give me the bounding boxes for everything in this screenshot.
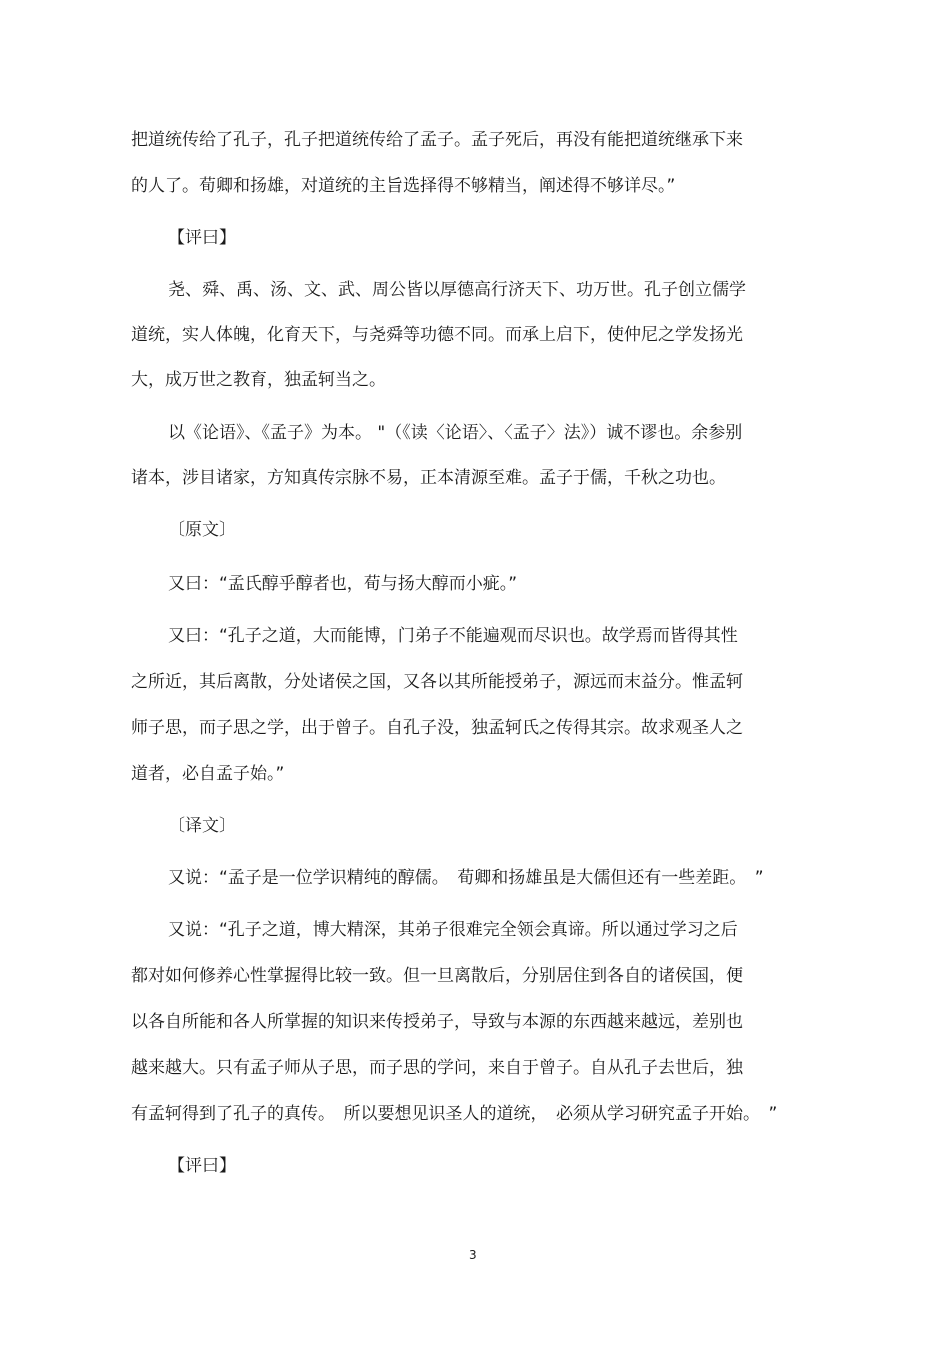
section-heading-comment: 【评曰】	[168, 228, 236, 248]
section-heading-translation: 〔译文〕	[168, 816, 236, 836]
text-line-8: 诸本，涉目诸家，方知真传宗脉不易，正本清源至难。孟子于儒，千秋之功也。	[131, 468, 726, 488]
section-heading-comment-2: 【评曰】	[168, 1156, 236, 1176]
text-line-7: 以《论语》、《孟子》为本。 "（《读〈论语〉、〈孟子〉法》）诚不谬也。余参别	[168, 423, 743, 443]
text-line-10: 又曰：“孟氏醇乎醇者也，荀与扬大醇而小疵。”	[168, 574, 518, 594]
text-line-21: 有孟轲得到了孔子的真传。 所以要想见识圣人的道统， 必须从学习研究孟子开始。 ”	[131, 1104, 778, 1124]
text-line-1: 把道统传给了孔子，孔子把道统传给了孟子。孟子死后，再没有能把道统继承下来	[131, 130, 743, 150]
section-heading-original: 〔原文〕	[168, 520, 236, 540]
text-line-19: 以各自所能和各人所掌握的知识来传授弟子，导致与本源的东西越来越远，差别也	[131, 1012, 743, 1032]
text-line-12: 之所近，其后离散，分处诸侯之国，又各以其所能授弟子，源远而末益分。惟孟轲	[131, 672, 743, 692]
text-line-20: 越来越大。只有孟子师从子思，而子思的学问，来自于曾子。自从孔子去世后，独	[131, 1058, 743, 1078]
page-number: 3	[469, 1248, 477, 1262]
text-line-14: 道者，必自孟子始。”	[131, 764, 285, 784]
text-line-16: 又说：“孟子是一位学识精纯的醇儒。 荀卿和扬雄虽是大儒但还有一些差距。 ”	[168, 868, 764, 888]
text-line-18: 都对如何修养心性掌握得比较一致。但一旦离散后，分别居住到各自的诸侯国，便	[131, 966, 743, 986]
text-line-5: 道统，实人体魄，化育天下，与尧舜等功德不同。而承上启下，使仲尼之学发扬光	[131, 325, 743, 345]
text-line-6: 大，成万世之教育，独孟轲当之。	[131, 370, 386, 390]
text-line-13: 师子思，而子思之学，出于曾子。自孔子没，独孟轲氏之传得其宗。故求观圣人之	[131, 718, 743, 738]
text-line-11: 又曰：“孔子之道，大而能博，门弟子不能遍观而尽识也。故学焉而皆得其性	[168, 626, 738, 646]
text-line-2: 的人了。荀卿和扬雄，对道统的主旨选择得不够精当，阐述得不够详尽。”	[131, 176, 676, 196]
text-line-4: 尧、舜、禹、汤、文、武、周公皆以厚德高行济天下、功万世。孔子创立儒学	[168, 280, 746, 300]
text-line-17: 又说：“孔子之道，博大精深，其弟子很难完全领会真谛。所以通过学习之后	[168, 920, 738, 940]
